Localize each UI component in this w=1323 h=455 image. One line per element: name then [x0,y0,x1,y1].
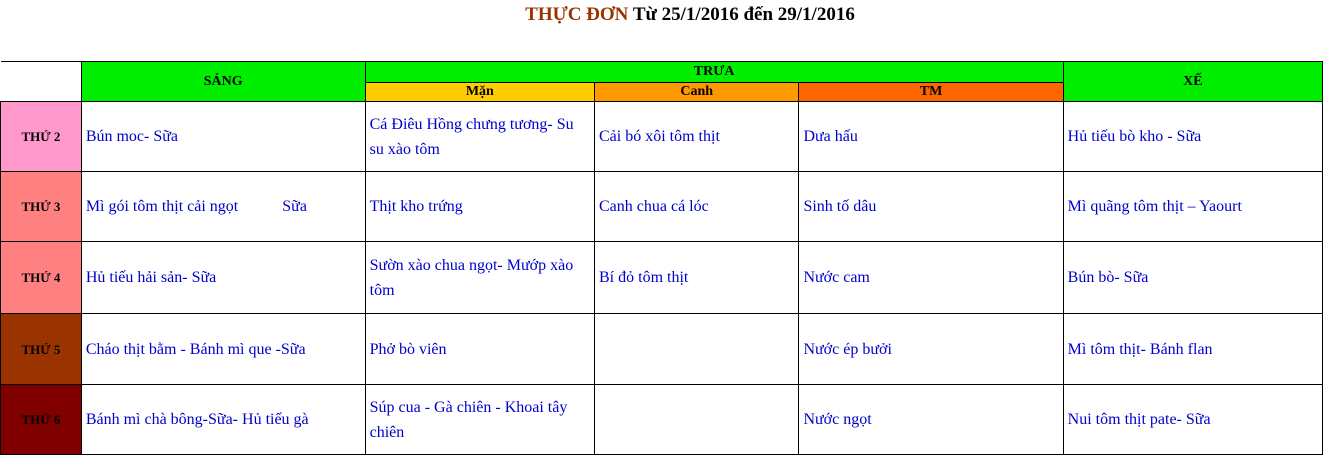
cell-sang: Mì gói tôm thịt cải ngọt Sữa [81,172,365,242]
cell-tm: Nước ngọt [799,385,1063,455]
cell-sang: Hủ tiếu hải sản- Sữa [81,242,365,314]
header-man: Mặn [365,83,594,102]
cell-man: Cá Điêu Hồng chưng tương- Su su xào tôm [365,102,594,172]
menu-table [0,61,1323,455]
table-row [1,385,1323,455]
cell-canh [595,385,799,455]
cell-sang: Cháo thịt bằm - Bánh mì que -Sữa [81,314,365,385]
header-tm: TM [799,83,1063,102]
cell-canh: Bí đỏ tôm thịt [595,242,799,314]
cell-xe: Mì tôm thịt- Bánh flan [1063,314,1322,385]
cell-man: Phở bò viên [365,314,594,385]
title-date-range: Từ 25/1/2016 đến 29/1/2016 [628,4,855,25]
cell-sang: Bánh mì chà bông-Sữa- Hủ tiếu gà [81,385,365,455]
header-canh: Canh [595,83,799,102]
table-row [1,314,1323,385]
header-xe: XẾ [1063,62,1322,102]
table-row [1,102,1323,172]
cell-xe: Hủ tiếu bò kho - Sữa [1063,102,1322,172]
cell-xe: Bún bò- Sữa [1063,242,1322,314]
cell-tm: Nước ép bưởi [799,314,1063,385]
cell-xe: Nui tôm thịt pate- Sữa [1063,385,1322,455]
cell-canh: Cải bó xôi tôm thịt [595,102,799,172]
title-brand: THỰC ĐƠN [525,4,629,25]
cell-canh: Canh chua cá lóc [595,172,799,242]
cell-sang: Bún moc- Sữa [81,102,365,172]
day-label: THỨ 2 [1,102,82,172]
cell-man: Sườn xào chua ngọt- Mướp xào tôm [365,242,594,314]
day-label: THỨ 6 [1,385,82,455]
cell-xe: Mì quãng tôm thịt – Yaourt [1063,172,1322,242]
cell-tm: Dưa hấu [799,102,1063,172]
day-label: THỨ 5 [1,314,82,385]
cell-man: Súp cua - Gà chiên - Khoai tây chiên [365,385,594,455]
day-label: THỨ 3 [1,172,82,242]
cell-tm: Nước cam [799,242,1063,314]
day-label: THỨ 4 [1,242,82,314]
cell-tm: Sinh tố dâu [799,172,1063,242]
header-sang: SÁNG [81,62,365,102]
header-trua: TRƯA [365,62,1063,83]
page-title [0,4,1323,26]
table-row [1,242,1323,314]
corner-cell [1,62,82,102]
cell-canh [595,314,799,385]
table-row [1,172,1323,242]
cell-man: Thịt kho trứng [365,172,594,242]
